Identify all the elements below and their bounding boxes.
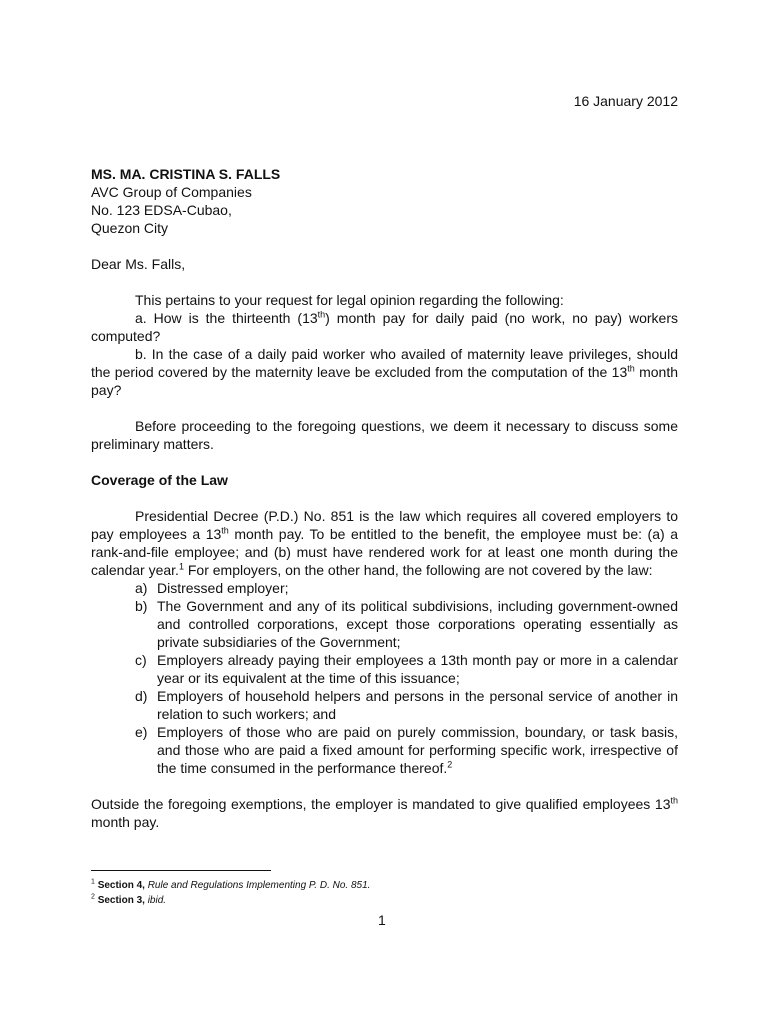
footnote-ref-2: 2 <box>447 759 453 770</box>
footnote-1: $^1$ Section 4, Rule and Regulations Implementing P. D. No. 851. <box>91 878 371 891</box>
page-number: 1 <box>378 912 386 928</box>
salutation: Dear Ms. Falls, <box>91 256 186 272</box>
letter-date: 16 January 2012 <box>573 93 678 109</box>
letter-body <box>91 291 678 831</box>
section-heading: Coverage of the Law <box>91 472 228 488</box>
outside-paragraph: Outside the foregoing exemptions, the employer is mandated to give qualified employees 13th month pay. <box>91 795 678 830</box>
footnote-divider <box>91 870 271 871</box>
list-item: c) Employers already paying their employees a 13th month pay or more in a calendar year or its equivalent at the time of this issuance; <box>135 652 678 686</box>
recipient-block <box>91 165 681 237</box>
recipient-street: No. 123 EDSA-Cubao, <box>91 202 232 218</box>
coverage-paragraph: Presidential Decree (P.D.) No. 851 is the law which requires all covered employers to pay employees a 13th month pay. To be entitled to the benefit, the employee must be: (a) a rank-and-file employee; and (b) must have rendered work for at least one month during the calendar year.$^1$ For employers, on the other hand, the following are not covered by the law: <box>91 508 678 578</box>
recipient-company: AVC Group of Companies <box>91 184 252 200</box>
recipient-name: MS. MA. CRISTINA S. FALLS <box>91 166 281 182</box>
list-item: e) Employers of those who are paid on purely commission, boundary, or task basis, and those who are paid a fixed amount for performing specific work, irrespective of the time consumed in the performance thereof.$^2$ <box>135 724 678 776</box>
exemption-list <box>91 579 678 777</box>
question-b: b. In the case of a daily paid worker who availed of maternity leave privileges, should the period covered by the maternity leave be excluded from the computation of the 13th month pay? <box>91 346 678 398</box>
list-item: d) Employers of household helpers and persons in the personal service of another in relation to such workers; and <box>135 688 678 722</box>
footnote-2: $^2$ Section 3, ibid. <box>91 893 167 906</box>
recipient-city: Quezon City <box>91 220 169 236</box>
intro-paragraph: This pertains to your request for legal opinion regarding the following: <box>135 292 564 308</box>
list-item: a) Distressed employer; <box>135 580 289 596</box>
preliminary-paragraph: Before proceeding to the foregoing questions, we deem it necessary to discuss some preliminary matters. <box>91 418 678 452</box>
footnotes <box>91 878 370 908</box>
list-item: b) The Government and any of its political subdivisions, including government-owned and controlled corporations, except those corporations operating essentially as private subsidiaries of the Government; <box>135 598 678 650</box>
footnote-ref-1: 1 <box>178 561 184 572</box>
question-a: a. How is the thirteenth (13th) month pay for daily paid (no work, no pay) workers computed? <box>91 309 678 344</box>
